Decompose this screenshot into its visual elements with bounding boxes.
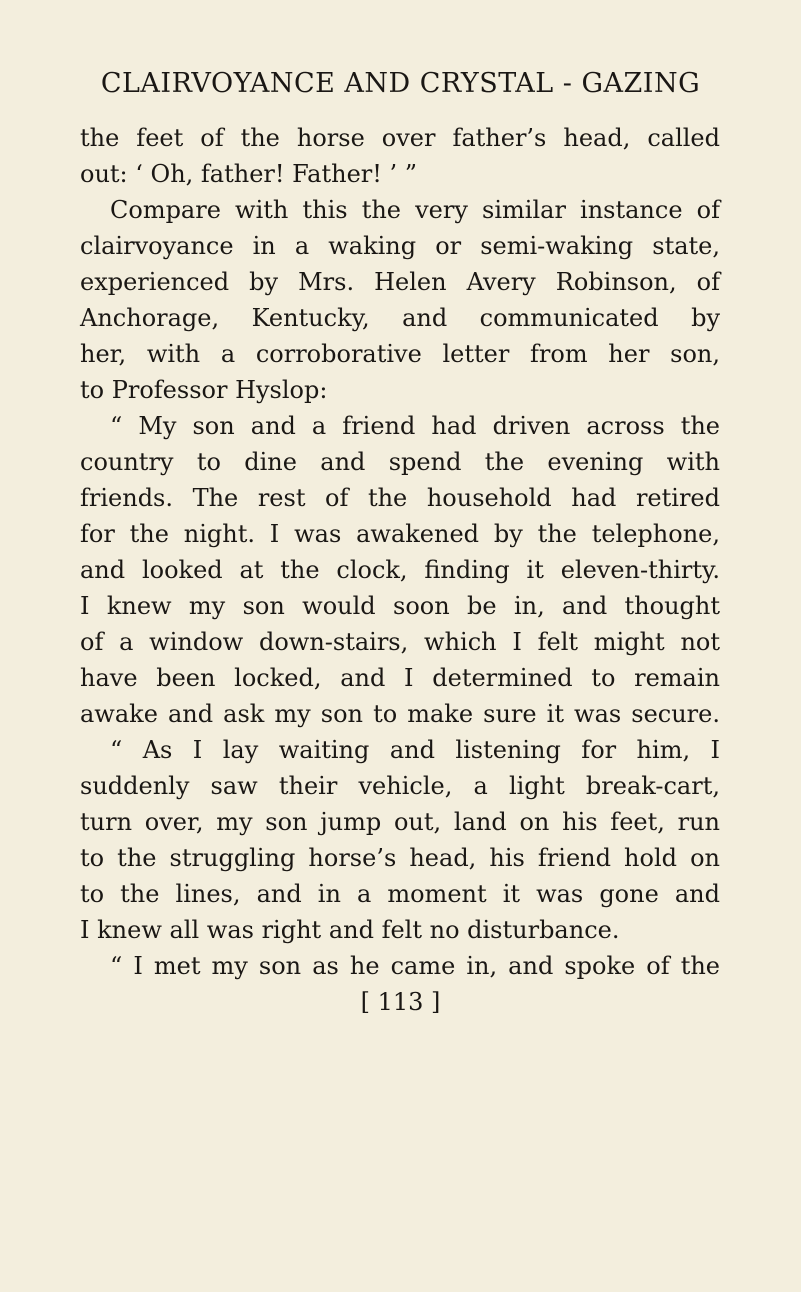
text-line: experienced by Mrs. Helen Avery Robinson, of [80,268,720,296]
text-line: “ As I lay waiting and listening for him, I [110,736,720,764]
text-line: country to dine and spend the evening with [80,448,720,476]
text-line: turn over, my son jump out, land on his feet, run [80,808,720,836]
text-line: out: ‘ Oh, father! Father! ’ ” [80,160,418,188]
running-head: CLAIRVOYANCE AND CRYSTAL - GAZING [100,68,701,99]
text-line: friends. The rest of the household had retired [80,484,720,512]
text-line: suddenly saw their vehicle, a light break-cart, [80,772,720,800]
text-line: of a window down-stairs, which I felt might not [80,628,720,656]
text-line: for the night. I was awakened by the telephone, [80,520,720,548]
text-line: clairvoyance in a waking or semi-waking state, [80,232,720,260]
text-line: Anchorage, Kentucky, and communicated by [80,304,720,332]
text-line: to the struggling horse’s head, his friend hold on [80,844,720,872]
page-number: [ 113 ] [360,988,441,1016]
text-line: have been locked, and I determined to remain [80,664,720,692]
text-line: to the lines, and in a moment it was gone and [80,880,720,908]
text-line: awake and ask my son to make sure it was secure. [80,700,720,728]
text-line: “ I met my son as he came in, and spoke of the [110,952,720,980]
text-line: to Professor Hyslop: [80,376,328,404]
text-line: “ My son and a friend had driven across the [110,412,720,440]
text-line: I knew my son would soon be in, and thought [80,592,720,620]
text-line: her, with a corroborative letter from her son, [80,340,720,368]
text-line: the feet of the horse over father’s head, called [80,124,720,152]
text-line: Compare with this the very similar instance of [110,196,720,224]
text-line: and looked at the clock, finding it eleven-thirty. [80,556,720,584]
text-line: I knew all was right and felt no disturbance. [80,916,620,944]
